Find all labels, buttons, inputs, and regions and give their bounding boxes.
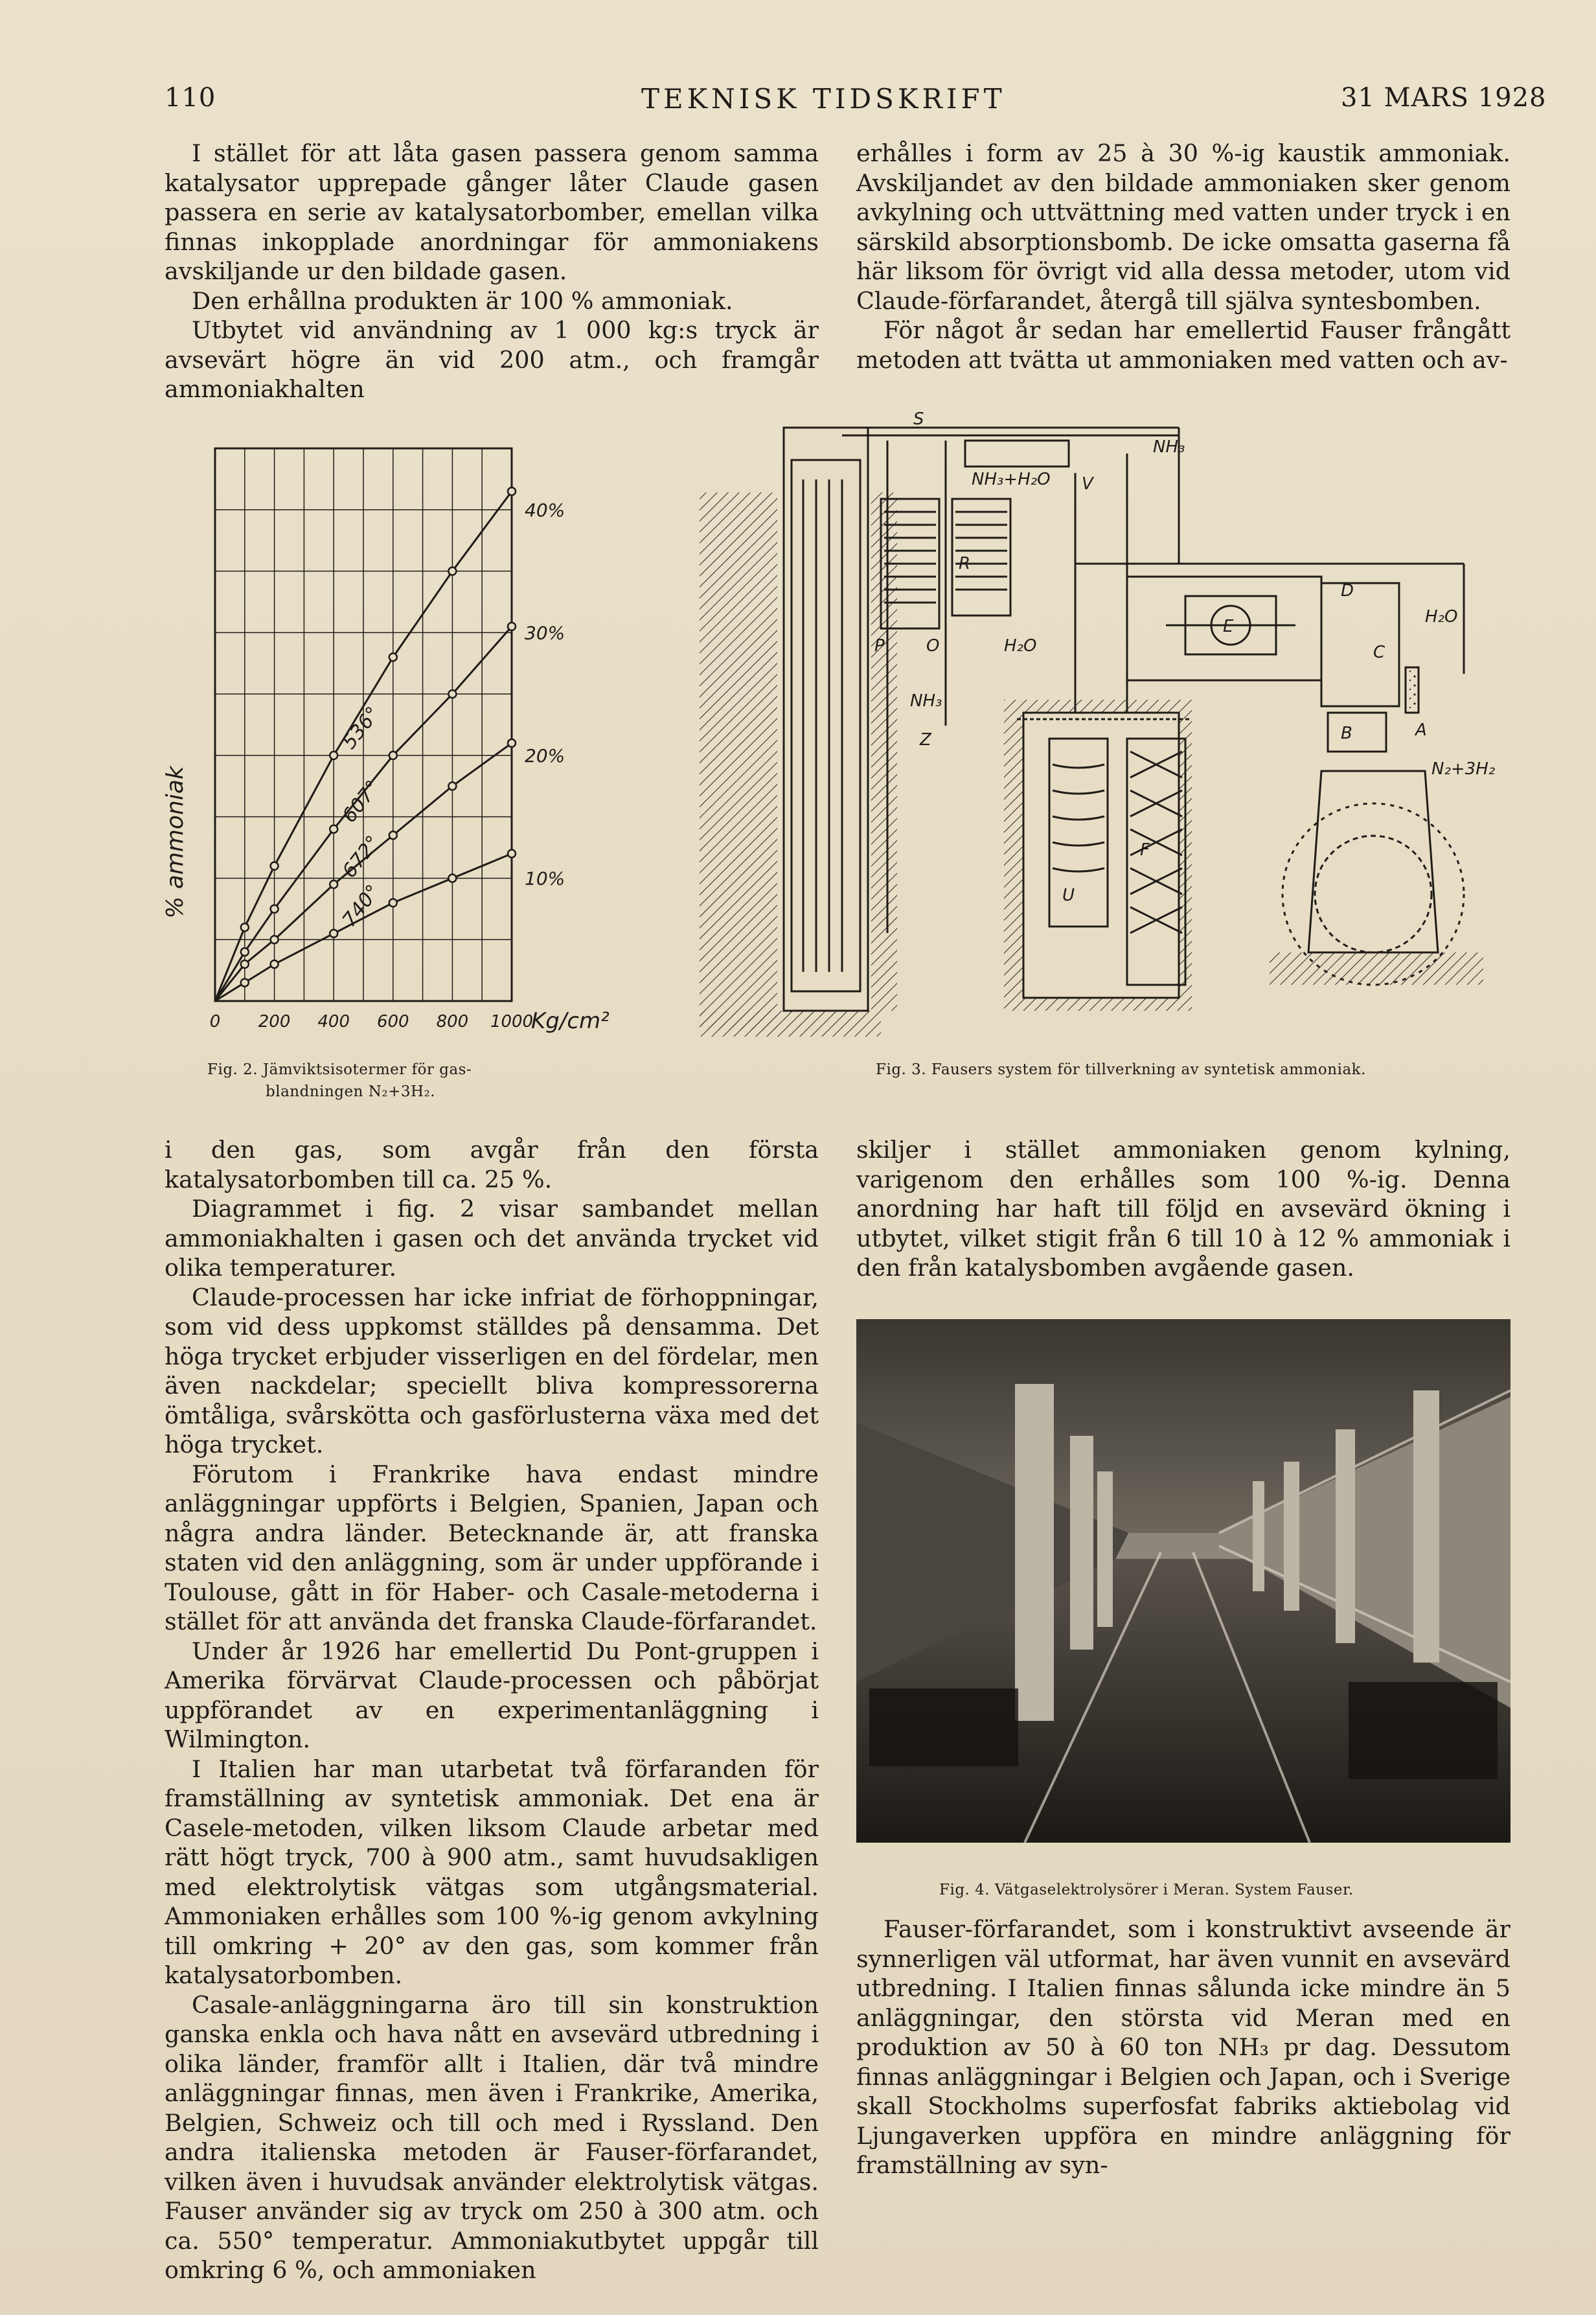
paragraph: För något år sedan har emellertid Fauser frångått metoden att tvätta ut ammoniaken med vatten och av- (856, 316, 1510, 374)
data-point (508, 623, 516, 630)
x-tick-label: 600 (376, 1012, 409, 1031)
series-label: 672° (337, 831, 385, 882)
label-letter: C (1373, 643, 1385, 662)
y-tick-label: 30% (525, 622, 565, 644)
data-point (508, 487, 516, 495)
data-point (271, 905, 279, 913)
series-label: 740° (337, 881, 385, 932)
data-point (389, 653, 397, 661)
fig3-caption: Fig. 3. Fausers system för tillverkning av syntetisk ammoniak. (876, 1061, 1366, 1078)
label-letter: O (926, 636, 940, 656)
paragraph: Casale-anläggningarna äro till sin konstruktion ganska enkla och hava nått en avsevärd utbredning i olika länder, framför allt i Italien, där två mindre anläggningar finnas, men även i Frankrike, Amerika, Belgien, Schweiz och till och med i Ryssland. Den andra italienska metoden är Fauser-förfarandet, vilken även i huvudsak använder elektrolytisk vätgas. Fauser använder sig av tryck om 250 à 300 atm. och ca. 550° temperatur. Ammoniakutbytet uppgår till omkring 6 %, och ammoniaken (165, 1990, 819, 2284)
y-tick-label: 20% (525, 744, 565, 766)
fig4-caption: Fig. 4. Vätgaselektrolysörer i Meran. System Fauser. (939, 1882, 1354, 1898)
data-point (330, 752, 337, 759)
paragraph: i den gas, som avgår från den första katalysatorbomben till ca. 25 %. (165, 1136, 819, 1193)
journal-title: TEKNISK TIDSKRIFT (641, 83, 1006, 115)
label-letter: R (959, 554, 971, 573)
data-point (448, 782, 456, 790)
data-point (241, 948, 249, 956)
data-point (330, 881, 337, 888)
data-point (271, 960, 279, 968)
label-letter: V (1082, 474, 1093, 494)
data-point (271, 862, 279, 870)
label-h2o: H₂O (1425, 607, 1458, 627)
series-label: 607° (337, 776, 385, 827)
paragraph: Förutom i Frankrike hava endast mindre anläggningar uppförts i Belgien, Spanien, Japan och några andra länder. Betecknande är, att franska staten vid den anläggning, som är under uppförande i Toulouse, gått in för Haber- och Casale-metoderna i stället för att använda det franska Claude-förfarandet. (165, 1460, 819, 1635)
x-tick-label: 1000 (490, 1012, 534, 1031)
issue-date: 31 MARS 1928 (1341, 83, 1547, 113)
caption-line: blandningen N₂+3H₂. (266, 1083, 436, 1100)
caption-line: Fig. 2. Jämviktsisotermer för gas- (207, 1061, 472, 1078)
label-letter: B (1341, 724, 1352, 743)
data-point (508, 850, 516, 858)
paragraph: erhålles i form av 25 à 30 %-ig kaustik ammoniak. Avskiljandet av den bildade ammoniaken sker genom avkylning och uttvättning med vatten under tryck i en särskild absorptionsbomb. De icke omsatta gaserna få här liksom för övrigt vid alla dessa metoder, utom vid Claude-förfarandet, återgå till själva syntesbomben. (856, 139, 1510, 315)
x-tick-label: 800 (436, 1012, 469, 1031)
paragraph: Utbytet vid användning av 1 000 kg:s tryck är avsevärt högre än vid 200 atm., och framgår ammoniakhalten (165, 316, 819, 403)
right-mid-text (856, 1135, 1510, 1283)
data-point (448, 568, 456, 575)
label-nh3: NH₃ (1153, 437, 1185, 457)
data-point (241, 923, 249, 931)
fig3-diagram (687, 402, 1496, 1056)
y-tick-label: 40% (525, 499, 565, 521)
paragraph: Under år 1926 har emellertid Du Pont-gruppen i Amerika förvärvat Claude-processen och påbörjat uppförandet av en experimentanläggning i Wilmington. (165, 1637, 819, 1753)
y-axis-label: % ammoniak (162, 766, 188, 919)
chart-ticks (210, 500, 610, 1034)
paragraph: Fauser-förfarandet, som i konstruktivt avseende är synnerligen väl utformat, har även vunnit en avsevärd utbredning. I Italien finnas sålunda icke mindre än 5 anläggningar, den största vid Meran med en produktion av 50 à 60 ton NH₃ pr dag. Dessutom finnas anläggningar i Belgien och Japan, och i Sverige skall Stockholms superfosfat fabriks aktiebolag vid Ljungaverken uppföra en mindre anläggning för framställning av syn- (856, 1915, 1510, 2179)
label-letter: P (874, 636, 885, 656)
fig2-caption (207, 1059, 570, 1103)
label-letter: A (1415, 720, 1427, 740)
data-point (448, 874, 456, 882)
label-nh3-tank: NH₃ (910, 691, 942, 711)
data-point (448, 690, 456, 698)
label-letter: F (1140, 840, 1150, 860)
x-tick-label: 0 (209, 1012, 221, 1031)
paragraph: I stället för att låta gasen passera genom samma katalysator upprepade gånger låter Claude gasen passera en serie av katalysatorbomber, emellan vilka finnas inkopplade anordningar för ammoniakens avskiljande ur den bildade gasen. (165, 139, 819, 285)
x-unit-label: Kg/cm² (531, 1008, 610, 1034)
data-point (389, 831, 397, 839)
paragraph: Claude-processen har icke infriat de förhoppningar, som vid dess uppkomst ställdes på densamma. Det höga trycket erbjuder visserligen en del fördelar, men även nackdelar; speciellt bliva kompressorerna ömtåliga, svårskötta och gasförlusterna växa med det höga trycket. (165, 1283, 819, 1458)
label-nh3-h2o: NH₃+H₂O (972, 470, 1051, 489)
data-point (330, 825, 337, 833)
data-point (241, 979, 249, 987)
data-point (330, 930, 337, 938)
label-letter: Z (920, 730, 931, 750)
label-letter: U (1062, 886, 1075, 905)
data-point (241, 960, 249, 968)
chart-series (215, 487, 516, 1001)
label-letter: E (1223, 617, 1234, 636)
paragraph: I Italien har man utarbetat två förfaranden för framställning av syntetisk ammoniak. Det ena är Casele-metoden, vilken liksom Claude arbetar med rätt högt tryck, 700 à 900 atm., samt huvudsakligen med elektrolytisk vätgas som utgångsmaterial. Ammoniaken erhålles som 100 %-ig genom avkylning till omkring + 20° av den gas, som kommer från katalysatorbomben. (165, 1755, 819, 1989)
page-number: 110 (165, 83, 216, 113)
label-n2-3h2: N₂+3H₂ (1431, 759, 1496, 779)
fig2-chart (162, 447, 725, 1056)
label-letter: S (913, 409, 924, 429)
right-top-text (856, 139, 1510, 374)
data-point (508, 739, 516, 747)
fig4-photo (856, 1319, 1510, 1843)
series-label: 536° (337, 702, 385, 754)
x-tick-label: 200 (258, 1012, 291, 1031)
paragraph: Diagrammet i fig. 2 visar sambandet mellan ammoniakhalten i gasen och det använda trycket vid olika temperaturer. (165, 1195, 819, 1282)
data-point (389, 899, 397, 906)
data-point (271, 936, 279, 943)
paragraph: skiljer i stället ammoniaken genom kylning, varigenom den erhålles som 100 %-ig. Denna anordning har haft till följd en avsevärd ökning i utbytet, vilket stigit från 6 till 10 à 12 % ammoniak i den från katalysbomben avgående gasen. (856, 1136, 1510, 1282)
left-bottom-text (165, 1135, 819, 2285)
data-point (389, 752, 397, 759)
paragraph: Den erhållna produkten är 100 % ammoniak. (192, 286, 733, 315)
y-tick-label: 10% (525, 868, 565, 890)
x-tick-label: 400 (317, 1012, 350, 1031)
left-top-text (165, 139, 819, 404)
label-letter: D (1341, 581, 1354, 601)
label-h2o-mid: H₂O (1004, 636, 1037, 656)
right-bottom-text (856, 1915, 1510, 2180)
